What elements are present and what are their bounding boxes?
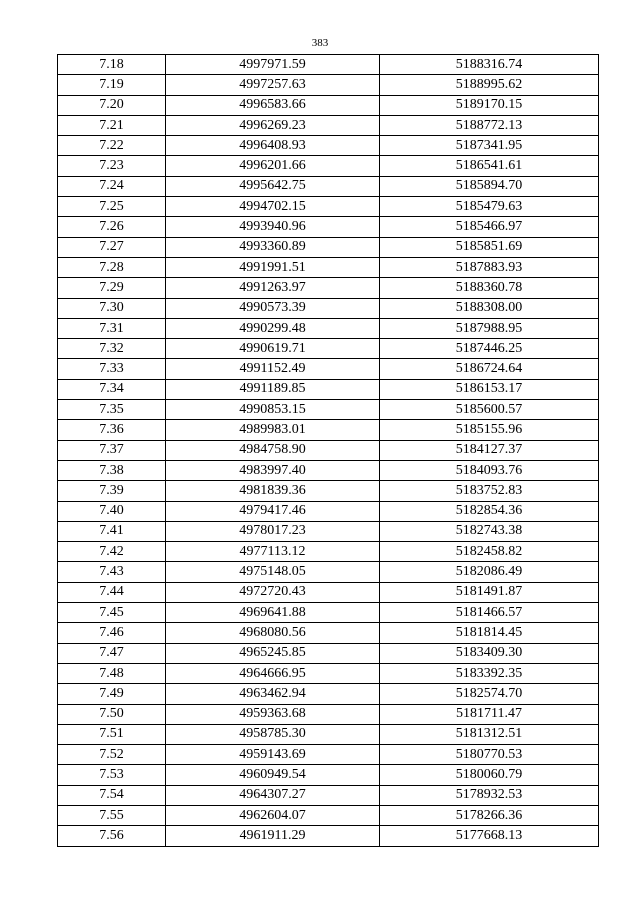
point-id-cell: 7.54	[58, 785, 166, 805]
y-coordinate-cell: 5185466.97	[380, 217, 599, 237]
table-row	[58, 400, 599, 420]
y-coordinate-cell: 5182743.38	[380, 521, 599, 541]
y-coordinate-cell: 5181491.87	[380, 582, 599, 602]
x-coordinate-cell: 4964666.95	[166, 663, 380, 683]
table-row	[58, 643, 599, 663]
y-coordinate-cell: 5186153.17	[380, 379, 599, 399]
point-id-cell: 7.45	[58, 603, 166, 623]
point-id-cell: 7.43	[58, 562, 166, 582]
table-row	[58, 257, 599, 277]
point-id-cell: 7.29	[58, 278, 166, 298]
y-coordinate-cell: 5181312.51	[380, 724, 599, 744]
x-coordinate-cell: 4990853.15	[166, 400, 380, 420]
table-row	[58, 805, 599, 825]
point-id-cell: 7.26	[58, 217, 166, 237]
x-coordinate-cell: 4993940.96	[166, 217, 380, 237]
x-coordinate-cell: 4995642.75	[166, 176, 380, 196]
y-coordinate-cell: 5183752.83	[380, 481, 599, 501]
y-coordinate-cell: 5187341.95	[380, 136, 599, 156]
x-coordinate-cell: 4997971.59	[166, 55, 380, 75]
point-id-cell: 7.47	[58, 643, 166, 663]
y-coordinate-cell: 5182086.49	[380, 562, 599, 582]
y-coordinate-cell: 5184127.37	[380, 440, 599, 460]
y-coordinate-cell: 5186724.64	[380, 359, 599, 379]
x-coordinate-cell: 4991152.49	[166, 359, 380, 379]
point-id-cell: 7.40	[58, 501, 166, 521]
y-coordinate-cell: 5188316.74	[380, 55, 599, 75]
table-row	[58, 156, 599, 176]
x-coordinate-cell: 4981839.36	[166, 481, 380, 501]
x-coordinate-cell: 4997257.63	[166, 75, 380, 95]
x-coordinate-cell: 4996201.66	[166, 156, 380, 176]
point-id-cell: 7.35	[58, 400, 166, 420]
point-id-cell: 7.38	[58, 460, 166, 480]
table-row	[58, 684, 599, 704]
table-row	[58, 623, 599, 643]
x-coordinate-cell: 4989983.01	[166, 420, 380, 440]
table-row	[58, 765, 599, 785]
x-coordinate-cell: 4963462.94	[166, 684, 380, 704]
table-row	[58, 379, 599, 399]
x-coordinate-cell: 4960949.54	[166, 765, 380, 785]
y-coordinate-cell: 5188308.00	[380, 298, 599, 318]
point-id-cell: 7.48	[58, 663, 166, 683]
point-id-cell: 7.25	[58, 197, 166, 217]
point-id-cell: 7.23	[58, 156, 166, 176]
x-coordinate-cell: 4965245.85	[166, 643, 380, 663]
x-coordinate-cell: 4990573.39	[166, 298, 380, 318]
point-id-cell: 7.44	[58, 582, 166, 602]
table-row	[58, 440, 599, 460]
point-id-cell: 7.52	[58, 745, 166, 765]
table-row	[58, 663, 599, 683]
table-row	[58, 826, 599, 846]
point-id-cell: 7.20	[58, 95, 166, 115]
table-row	[58, 318, 599, 338]
table-row	[58, 176, 599, 196]
point-id-cell: 7.34	[58, 379, 166, 399]
point-id-cell: 7.42	[58, 542, 166, 562]
y-coordinate-cell: 5185479.63	[380, 197, 599, 217]
point-id-cell: 7.39	[58, 481, 166, 501]
y-coordinate-cell: 5178266.36	[380, 805, 599, 825]
y-coordinate-cell: 5187883.93	[380, 257, 599, 277]
point-id-cell: 7.41	[58, 521, 166, 541]
x-coordinate-cell: 4996408.93	[166, 136, 380, 156]
coordinates-table-body	[58, 55, 599, 847]
x-coordinate-cell: 4984758.90	[166, 440, 380, 460]
table-row	[58, 542, 599, 562]
y-coordinate-cell: 5184093.76	[380, 460, 599, 480]
point-id-cell: 7.28	[58, 257, 166, 277]
y-coordinate-cell: 5183392.35	[380, 663, 599, 683]
page-number: 383	[311, 37, 329, 49]
y-coordinate-cell: 5182574.70	[380, 684, 599, 704]
y-coordinate-cell: 5187446.25	[380, 339, 599, 359]
table-row	[58, 115, 599, 135]
point-id-cell: 7.22	[58, 136, 166, 156]
table-row	[58, 724, 599, 744]
table-row	[58, 136, 599, 156]
x-coordinate-cell: 4969641.88	[166, 603, 380, 623]
x-coordinate-cell: 4991263.97	[166, 278, 380, 298]
table-row	[58, 55, 599, 75]
point-id-cell: 7.32	[58, 339, 166, 359]
point-id-cell: 7.50	[58, 704, 166, 724]
x-coordinate-cell: 4990619.71	[166, 339, 380, 359]
y-coordinate-cell: 5182854.36	[380, 501, 599, 521]
y-coordinate-cell: 5185894.70	[380, 176, 599, 196]
y-coordinate-cell: 5181466.57	[380, 603, 599, 623]
y-coordinate-cell: 5177668.13	[380, 826, 599, 846]
point-id-cell: 7.55	[58, 805, 166, 825]
x-coordinate-cell: 4972720.43	[166, 582, 380, 602]
table-row	[58, 278, 599, 298]
table-row	[58, 603, 599, 623]
table-row	[58, 217, 599, 237]
x-coordinate-cell: 4962604.07	[166, 805, 380, 825]
y-coordinate-cell: 5180060.79	[380, 765, 599, 785]
x-coordinate-cell: 4991991.51	[166, 257, 380, 277]
x-coordinate-cell: 4964307.27	[166, 785, 380, 805]
y-coordinate-cell: 5188360.78	[380, 278, 599, 298]
y-coordinate-cell: 5185851.69	[380, 237, 599, 257]
point-id-cell: 7.37	[58, 440, 166, 460]
x-coordinate-cell: 4968080.56	[166, 623, 380, 643]
table-row	[58, 582, 599, 602]
y-coordinate-cell: 5188772.13	[380, 115, 599, 135]
table-row	[58, 481, 599, 501]
point-id-cell: 7.19	[58, 75, 166, 95]
point-id-cell: 7.24	[58, 176, 166, 196]
x-coordinate-cell: 4959363.68	[166, 704, 380, 724]
table-row	[58, 95, 599, 115]
point-id-cell: 7.30	[58, 298, 166, 318]
point-id-cell: 7.49	[58, 684, 166, 704]
x-coordinate-cell: 4983997.40	[166, 460, 380, 480]
point-id-cell: 7.31	[58, 318, 166, 338]
table-row	[58, 237, 599, 257]
y-coordinate-cell: 5182458.82	[380, 542, 599, 562]
point-id-cell: 7.51	[58, 724, 166, 744]
y-coordinate-cell: 5178932.53	[380, 785, 599, 805]
x-coordinate-cell: 4990299.48	[166, 318, 380, 338]
x-coordinate-cell: 4977113.12	[166, 542, 380, 562]
y-coordinate-cell: 5187988.95	[380, 318, 599, 338]
y-coordinate-cell: 5181814.45	[380, 623, 599, 643]
x-coordinate-cell: 4979417.46	[166, 501, 380, 521]
table-row	[58, 501, 599, 521]
y-coordinate-cell: 5186541.61	[380, 156, 599, 176]
x-coordinate-cell: 4996583.66	[166, 95, 380, 115]
x-coordinate-cell: 4961911.29	[166, 826, 380, 846]
x-coordinate-cell: 4959143.69	[166, 745, 380, 765]
point-id-cell: 7.27	[58, 237, 166, 257]
x-coordinate-cell: 4993360.89	[166, 237, 380, 257]
table-row	[58, 521, 599, 541]
point-id-cell: 7.18	[58, 55, 166, 75]
x-coordinate-cell: 4994702.15	[166, 197, 380, 217]
table-row	[58, 785, 599, 805]
table-row	[58, 420, 599, 440]
x-coordinate-cell: 4978017.23	[166, 521, 380, 541]
y-coordinate-cell: 5188995.62	[380, 75, 599, 95]
point-id-cell: 7.21	[58, 115, 166, 135]
table-row	[58, 460, 599, 480]
x-coordinate-cell: 4975148.05	[166, 562, 380, 582]
table-row	[58, 359, 599, 379]
table-row	[58, 298, 599, 318]
point-id-cell: 7.56	[58, 826, 166, 846]
table-row	[58, 339, 599, 359]
table-row	[58, 562, 599, 582]
x-coordinate-cell: 4991189.85	[166, 379, 380, 399]
coordinates-table	[57, 54, 599, 847]
y-coordinate-cell: 5183409.30	[380, 643, 599, 663]
point-id-cell: 7.33	[58, 359, 166, 379]
y-coordinate-cell: 5189170.15	[380, 95, 599, 115]
table-row	[58, 197, 599, 217]
y-coordinate-cell: 5185155.96	[380, 420, 599, 440]
table-row	[58, 745, 599, 765]
table-row	[58, 75, 599, 95]
x-coordinate-cell: 4996269.23	[166, 115, 380, 135]
y-coordinate-cell: 5180770.53	[380, 745, 599, 765]
table-row	[58, 704, 599, 724]
point-id-cell: 7.46	[58, 623, 166, 643]
point-id-cell: 7.36	[58, 420, 166, 440]
y-coordinate-cell: 5181711.47	[380, 704, 599, 724]
point-id-cell: 7.53	[58, 765, 166, 785]
y-coordinate-cell: 5185600.57	[380, 400, 599, 420]
x-coordinate-cell: 4958785.30	[166, 724, 380, 744]
